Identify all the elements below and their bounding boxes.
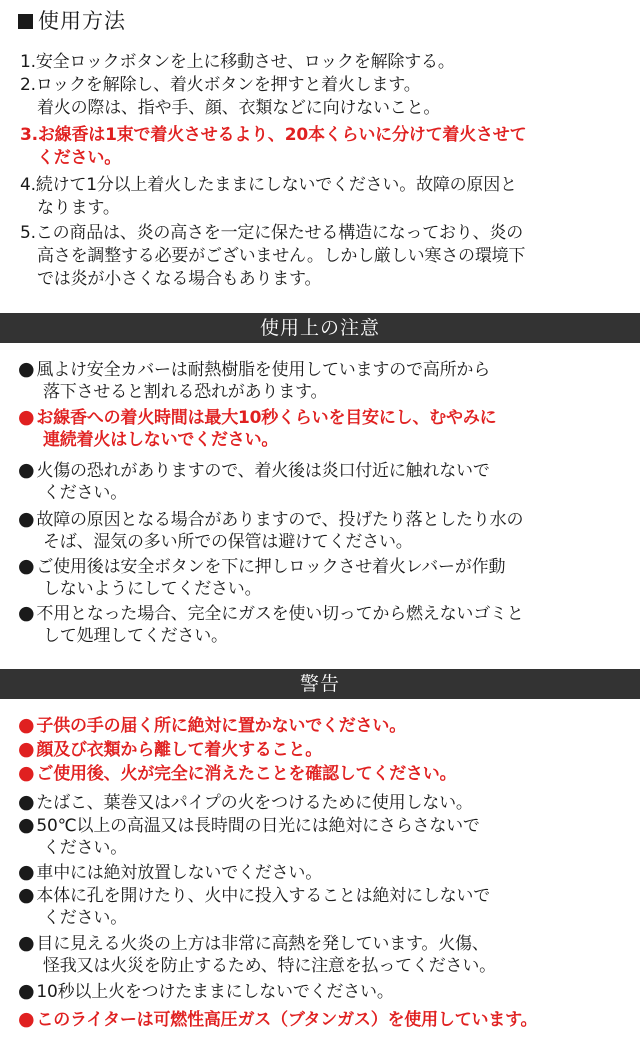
bullet-icon: ● xyxy=(18,1008,35,1030)
warning-line: 怪我又は火災を防止するため、特に注意を払ってください。 xyxy=(43,956,496,976)
note-line: して処理してください。 xyxy=(43,626,228,646)
note-line: ください。 xyxy=(43,483,127,503)
note-line: ● 風よけ安全カバーは耐熱樹脂を使用していますので高所から xyxy=(18,358,490,380)
square-bullet-icon xyxy=(18,14,33,29)
usage-line: なります。 xyxy=(37,198,120,218)
warning-line-highlight: ● 顔及び衣類から離して着火すること。 xyxy=(18,738,322,760)
bullet-icon: ● xyxy=(18,791,35,813)
note-line: そば、湿気の多い所での保管は避けてください。 xyxy=(43,532,413,552)
bullet-icon: ● xyxy=(18,738,35,760)
note-line-highlight: 連続着火はしないでください。 xyxy=(43,430,279,450)
bullet-icon: ● xyxy=(18,814,35,836)
usage-line: 1.安全ロックボタンを上に移動させ、ロックを解除する。 xyxy=(20,52,455,72)
bullet-icon: ● xyxy=(18,762,35,784)
warning-line: ください。 xyxy=(43,908,127,928)
warning-line-highlight: ● 子供の手の届く所に絶対に置かないでください。 xyxy=(18,714,406,736)
bullet-icon: ● xyxy=(18,358,35,380)
bullet-icon: ● xyxy=(18,714,35,736)
note-line: ● ご使用後は安全ボタンを下に押しロックさせ着火レバーが作動 xyxy=(18,555,506,577)
bullet-icon: ● xyxy=(18,932,35,954)
warning-line: ください。 xyxy=(43,838,127,858)
warning-line: ● たばこ、葉巻又はパイプの火をつけるために使用しない。 xyxy=(18,791,473,813)
warning-line: ● 50℃以上の高温又は長時間の日光には絶対にさらさないで xyxy=(18,814,480,836)
bullet-icon: ● xyxy=(18,884,35,906)
note-line: ● 火傷の恐れがありますので、着火後は炎口付近に触れないで xyxy=(18,459,490,481)
warning-line: ● 10秒以上火をつけたままにしないでください。 xyxy=(18,980,394,1002)
warning-line-highlight: ● このライターは可燃性高圧ガス（ブタンガス）を使用しています。 xyxy=(18,1008,538,1030)
usage-line: 4.続けて1分以上着火したままにしないでください。故障の原因と xyxy=(20,175,517,195)
warning-line: ● 車中には絶対放置しないでください。 xyxy=(18,861,322,883)
section-header-warning: 警告 xyxy=(0,669,640,699)
usage-line: 高さを調整する必要がございません。しかし厳しい寒さの環境下 xyxy=(37,246,526,266)
note-line: ● 不用となった場合、完全にガスを使い切ってから燃えないゴミと xyxy=(18,602,524,624)
warning-line-highlight: ● ご使用後、火が完全に消えたことを確認してください。 xyxy=(18,762,457,784)
bullet-icon: ● xyxy=(18,861,35,883)
bullet-icon: ● xyxy=(18,406,35,428)
bullet-icon: ● xyxy=(18,980,35,1002)
usage-line: 2.ロックを解除し、着火ボタンを押すと着火します。 xyxy=(20,75,421,95)
usage-line: 5.この商品は、炎の高さを一定に保たせる構造になっており、炎の xyxy=(20,223,524,243)
usage-line: では炎が小さくなる場合もあります。 xyxy=(37,269,322,289)
note-line: 落下させると割れる恐れがあります。 xyxy=(43,382,328,402)
bullet-icon: ● xyxy=(18,508,35,530)
warning-line: ● 本体に孔を開けたり、火中に投入することは絶対にしないで xyxy=(18,884,490,906)
note-line: ● 故障の原因となる場合がありますので、投げたり落としたり水の xyxy=(18,508,524,530)
bullet-icon: ● xyxy=(18,459,35,481)
section-title-usage: 使用方法 xyxy=(18,6,126,36)
usage-line-highlight: ください。 xyxy=(37,148,121,168)
section-header-precautions: 使用上の注意 xyxy=(0,313,640,343)
bullet-icon: ● xyxy=(18,602,35,624)
usage-line: 着火の際は、指や手、顔、衣類などに向けないこと。 xyxy=(37,98,441,118)
usage-line-highlight: 3.お線香は1束で着火させるより、20本くらいに分けて着火させて xyxy=(20,125,527,145)
warning-line: ● 目に見える火炎の上方は非常に高熱を発しています。火傷、 xyxy=(18,932,489,954)
note-line-highlight: ● お線香への着火時間は最大10秒くらいを目安にし、むやみに xyxy=(18,406,497,428)
note-line: しないようにしてください。 xyxy=(43,579,262,599)
bullet-icon: ● xyxy=(18,555,35,577)
